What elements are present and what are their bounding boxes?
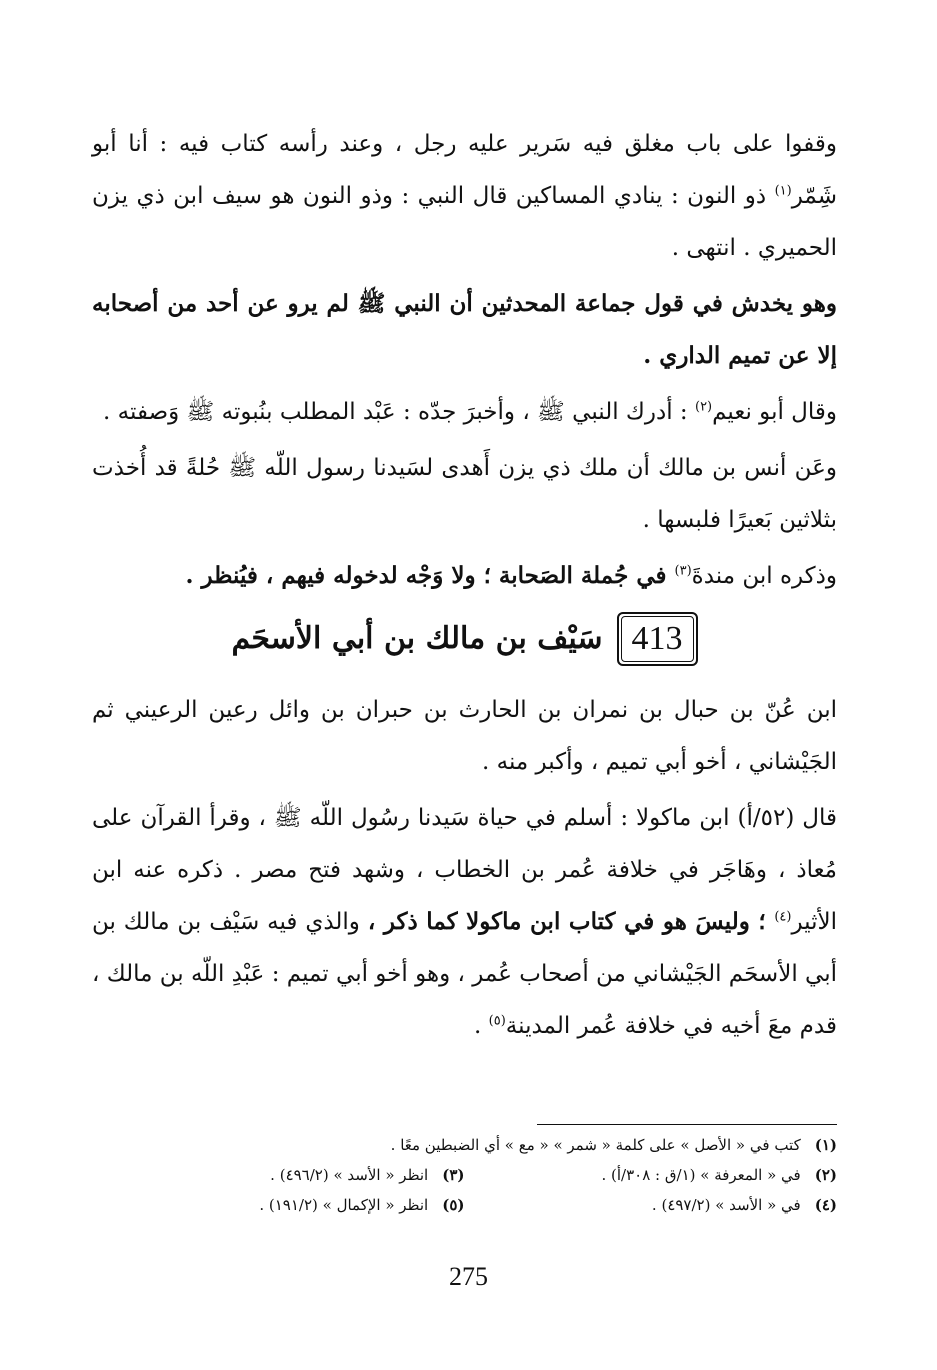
footnote-ref-3[interactable]: (٣)	[674, 563, 692, 579]
footnote-ref-1[interactable]: (١)	[774, 183, 792, 199]
entry-title: سَيْف بن مالك بن أبي الأسحَم	[231, 621, 603, 656]
footnote-2: (٢)في « المعرفة » (١/ق : ٣٠٨/أ) .	[601, 1166, 837, 1184]
paragraph-3: وقال أبو نعيم$^{(٢)}$ : أدرك النبي ﷺ ، وأخبرَ جدّه : عَبْد المطلب بنُبوته ﷺ وَصفته .	[103, 399, 837, 425]
footnote-ref-2[interactable]: (٢)	[694, 399, 713, 415]
page-number: 275	[449, 1262, 488, 1291]
paragraph-6: ابن عُنّ بن حبال بن نمران بن الحارث بن حبران بن وائل رعين الرعيني ثم الجَيْشاني ، أخو أبي تميم ، وأكبر منه .	[92, 697, 837, 775]
paragraph-5: وذكره ابن مندةَ$^{(٣)}$ في جُملة الصَحابة ؛ ولا وَجْه لدخوله فيهم ، فيُنظر .	[185, 562, 837, 589]
footnotes	[92, 1130, 837, 1220]
paragraph-2: وهو يخدش في قول جماعة المحدثين أن النبي ﷺ لم يرو عن أحد من أصحابه إلا عن تميم الداري .	[92, 290, 837, 369]
entry-heading	[92, 612, 837, 666]
entry-number-box	[617, 612, 698, 666]
entry-number: 413	[621, 616, 694, 662]
paragraph-4: وعَن أنس بن مالك أن ملك ذي يزن أَهدى لسَيدنا رسول اللّه ﷺ حُلةً قد أُخذت بثلاثين بَعيرًا فلبسها .	[92, 455, 837, 533]
footnote-separator	[537, 1124, 837, 1125]
footnote-3: (٣)انظر « الأسد » (٤٩٦/٢) .	[270, 1166, 465, 1184]
footnote-5: (٥)انظر « الإكمال » (١٩١/٢) .	[259, 1196, 465, 1214]
paragraph-1: وقفوا على باب مغلق فيه سَرير عليه رجل ، وعند رأسه كتاب فيه : أنا أبو شَِمّر$^{(١)}$ ذو النون : ينادي المساكين قال النبي : وذو النون هو سيف ابن ذي يزن الحميري . انتهى .	[92, 131, 837, 261]
main-text	[92, 118, 837, 1056]
paragraph-7: قال (٥٢/أ) ابن ماكولا : أسلم في حياة سَيدنا رسُول اللّه ﷺ ، وقرأ القرآن على مُعاذ ، وهَاجَر في خلافة عُمر بن الخطاب ، وشهد فتح مصر . ذكره عنه ابن الأثير$^{(٤)}$ ؛ وليسَ هو في كتاب ابن ماكولا كما ذكر ، والذي فيه سَيْف بن مالك بن أبي الأسحَم الجَيْشاني من أصحاب عُمر ، وهو أخو أبي تميم : عَبْدِ اللّه بن مالك ، قدم معَ أخيه في خلافة عُمر المدينة$^{(٥)}$ .	[92, 805, 838, 1039]
footnote-ref-5[interactable]: (٥)	[488, 1013, 506, 1029]
footnote-ref-4[interactable]: (٤)	[774, 909, 792, 925]
footnote-1: (١)كتب في « الأصل » على كلمة « شمر » « مع » أي الضبطين معًا .	[390, 1136, 837, 1154]
footnote-4: (٤)في « الأسد » (٤٩٧/٢) .	[651, 1196, 837, 1214]
